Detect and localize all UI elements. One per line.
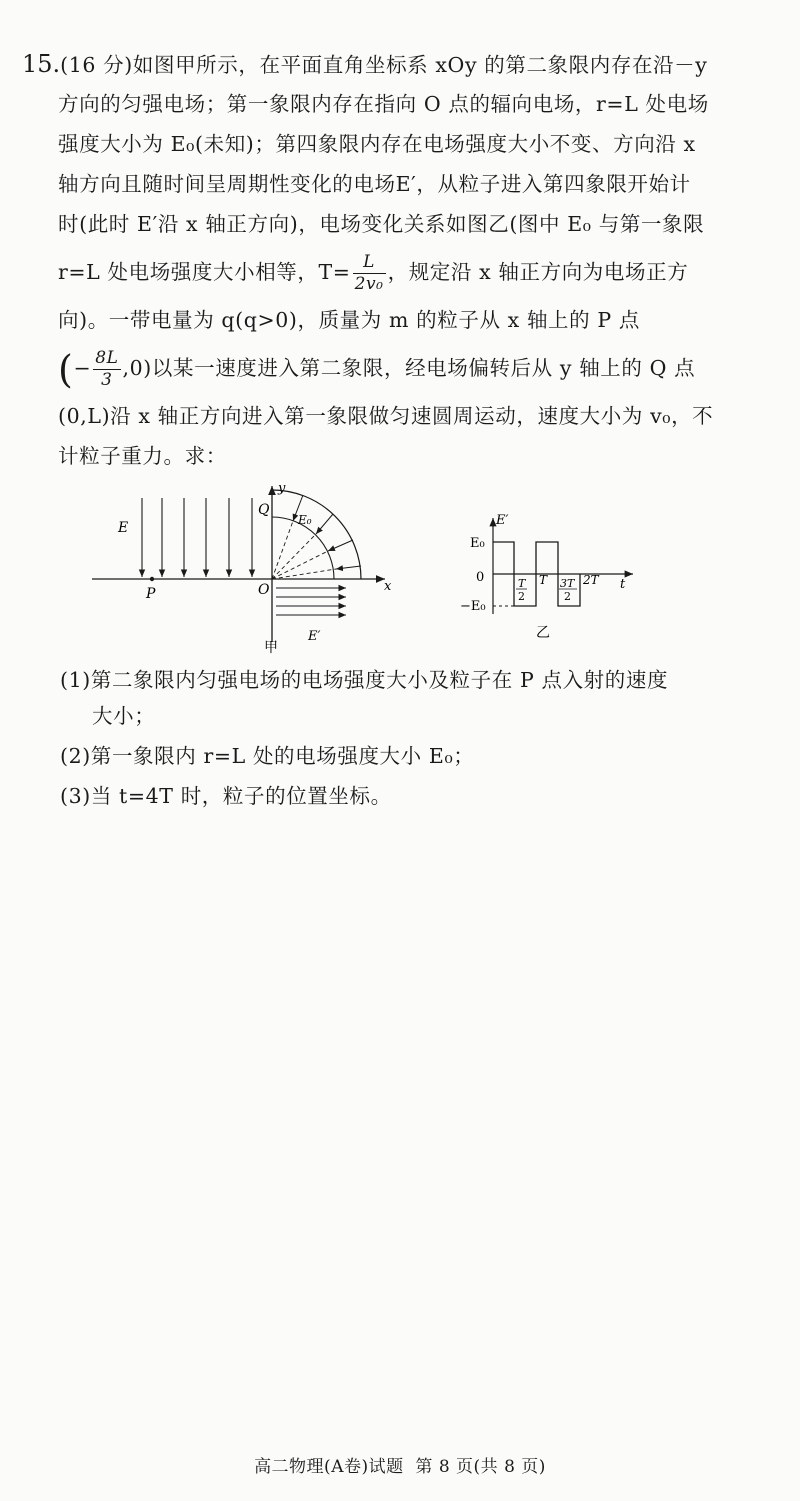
line8-post: ,0)以某一速度进入第二象限，经电场偏转后从 y 轴上的 Q 点 (122, 356, 696, 380)
problem-line-7: 向)。一带电量为 q(q>0)，质量为 m 的粒子从 x 轴上的 P 点 (58, 308, 640, 332)
figure-jia (92, 481, 392, 656)
line6-post: ，规定沿 x 轴正方向为电场正方 (387, 260, 689, 284)
yi-label-E0: E₀ (470, 536, 485, 551)
figures-svg (80, 480, 660, 662)
fourth-quadrant-field-arrows (276, 588, 346, 615)
yi-label-3T-half-num: 3T (560, 577, 575, 590)
problem-line-2: 方向的匀强电场；第一象限内存在指向 O 点的辐向电场，r=L 处电场 (58, 92, 709, 116)
question-3: (3)当 t=4T 时，粒子的位置坐标。 (60, 784, 392, 808)
figures (80, 480, 660, 662)
yi-label-T-half-den: 2 (518, 590, 525, 603)
label-P: P (146, 586, 156, 602)
footer-title: 高二物理(A卷)试题 (254, 1457, 404, 1477)
yi-label-2T: 2T (583, 573, 599, 587)
problem-line-6 (22, 244, 712, 300)
yi-label-Eprime: E′ (496, 513, 509, 528)
yi-label-O: 0 (476, 570, 485, 585)
label-y: y (278, 481, 286, 496)
left-paren: ( (58, 347, 74, 392)
fraction-denominator: 3 (101, 370, 113, 390)
footer-page: 第 8 页(共 8 页) (415, 1457, 546, 1477)
problem-line-3: 强度大小为 E₀(未知)；第四象限内存在电场强度大小不变、方向沿 x (58, 132, 696, 156)
problem-15 (22, 44, 712, 476)
outer-arc (272, 490, 361, 579)
label-x: x (384, 579, 392, 594)
label-Q: Q (258, 502, 270, 518)
problem-line-8 (22, 340, 712, 396)
problem-line-9: (0,L)沿 x 轴正方向进入第一象限做匀速圆周运动，速度大小为 v₀，不 (58, 404, 714, 428)
problem-line-10: 计粒子重力。求： (58, 444, 227, 468)
fraction-denominator: 2v₀ (354, 274, 384, 294)
fraction-numerator: L (353, 254, 386, 274)
label-Eprime: E′ (308, 629, 321, 644)
label-E0-radial: E₀ (298, 513, 312, 527)
question-number: 15. (22, 50, 61, 78)
page-footer (0, 1452, 800, 1477)
label-O: O (258, 582, 270, 598)
question-points: (16 分) (60, 53, 133, 77)
problem-text-line: 如图甲所示，在平面直角坐标系 xOy 的第二象限内存在沿－y (132, 53, 708, 77)
figure-yi (460, 513, 633, 641)
yi-label-t: t (620, 577, 626, 592)
yi-label-3T-half-den: 2 (564, 590, 571, 603)
label-E: E (118, 520, 129, 536)
fraction-8L-over-3 (93, 350, 120, 389)
yi-label-T: T (539, 573, 548, 587)
yi-label-negE0: −E₀ (460, 599, 486, 614)
caption-yi: 乙 (536, 625, 550, 641)
question-1: (1)第二象限内匀强电场的电场强度大小及粒子在 P 点入射的速度 (60, 668, 669, 692)
problem-line-4: 轴方向且随时间呈周期性变化的电场E′，从粒子进入第四象限开始计 (58, 172, 691, 196)
uniform-field-arrows (142, 498, 252, 577)
minus-sign: − (73, 356, 92, 380)
caption-jia: 甲 (264, 640, 278, 656)
problem-line-5: 时(此时 E′沿 x 轴正方向)，电场变化关系如图乙(图中 E₀ 与第一象限 (58, 212, 705, 236)
fraction-L-over-2v0 (353, 254, 386, 293)
fraction-numerator: 8L (95, 348, 119, 368)
yi-label-T-half-num: T (518, 577, 526, 590)
question-1-cont: 大小； (92, 704, 156, 728)
question-2: (2)第一象限内 r=L 处的电场强度大小 E₀； (60, 744, 475, 768)
line6-pre: r=L 处电场强度大小相等，T= (58, 260, 351, 284)
point-P (150, 577, 154, 581)
radial-field-arrows (293, 495, 361, 569)
problem-line-1 (22, 44, 712, 84)
